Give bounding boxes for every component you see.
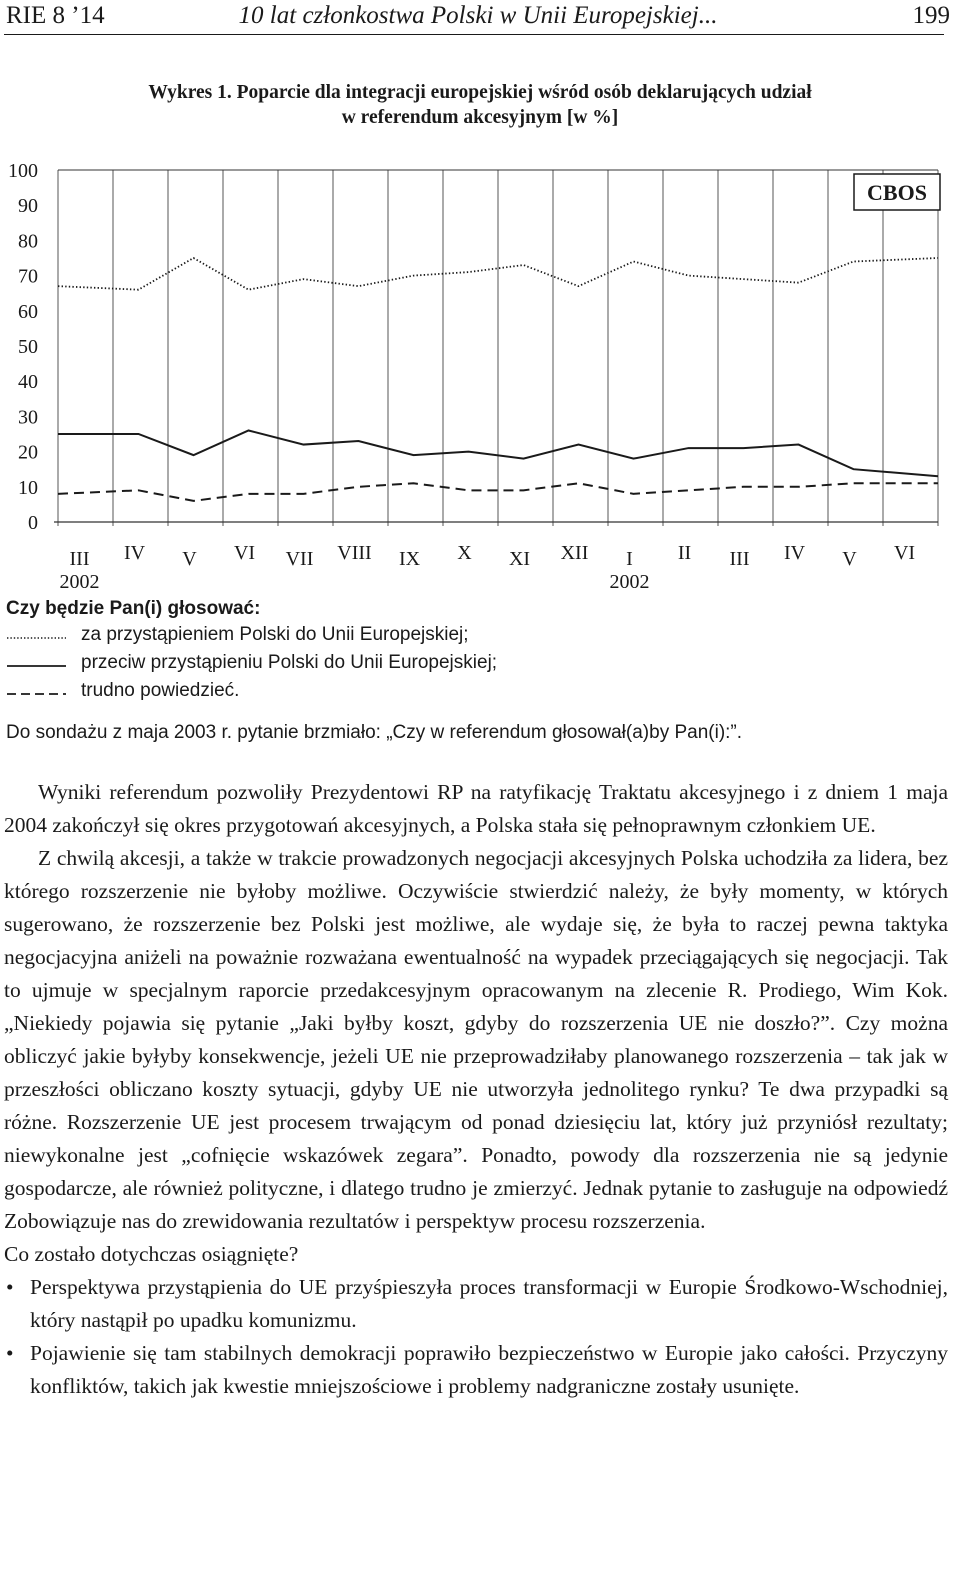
y-tick-label: 100 (8, 160, 38, 182)
y-tick-label: 10 (18, 476, 38, 499)
x-tick-label: VIII (337, 542, 372, 564)
x-tick-label: III (729, 548, 750, 570)
paragraph-1: Wyniki referendum pozwoliły Prezydentowi RP na ratyfikację Traktatu akcesyjnego i z dniem 1 maja 2004 zakończył się okres przygotowań akcesyjnych, a Polska stała się pełnoprawnym członkiem UE. (4, 780, 948, 837)
figure-note: Do sondażu z maja 2003 r. pytanie brzmiało: „Czy w referendum głosował(a)by Pan(i):”. (6, 722, 743, 743)
x-tick-label: V (842, 548, 857, 570)
bullet-item-2: • Pojawienie się tam stabilnych demokracji poprawiło bezpieczeństwo w Europie jako całości. Przyczyny konfliktów, takich jak kwestie mniejszościowe i problemy nadgraniczne zostały usunięte. (4, 1337, 948, 1403)
legend-heading: Czy będzie Pan(i) głosować: (6, 598, 261, 619)
chart-legend (6, 598, 906, 708)
y-tick-label: 40 (18, 371, 38, 394)
x-tick-label: XI (508, 548, 531, 570)
y-tick-label: 0 (28, 512, 38, 534)
x-tick-label: I (626, 548, 633, 570)
legend-dashed-line-icon (6, 684, 68, 704)
x-tick-label: IV (783, 542, 806, 564)
bullet-item-1: • Perspektywa przystąpienia do UE przyśpieszyła proces transformacji w Europie Środkowo-Wschodniej, który nastąpił po upadku komunizmu. (4, 1271, 948, 1337)
legend-label-undecided: trudno powiedzieć. (81, 680, 240, 701)
source-badge: CBOS (867, 180, 927, 205)
x-tick-label: IV (123, 542, 146, 564)
x-tick-label: III (69, 548, 90, 570)
y-tick-label: 80 (18, 230, 38, 253)
header-rule (4, 34, 944, 35)
x-tick-label: VII (285, 548, 314, 570)
y-tick-label: 20 (18, 441, 38, 464)
page-header (6, 0, 950, 34)
legend-dotted-line-icon (6, 628, 68, 648)
x-year-label: 2002 (609, 571, 650, 590)
legend-solid-line-icon (6, 656, 68, 676)
article-body (4, 776, 948, 1403)
x-tick-label: II (677, 542, 692, 564)
x-tick-label: IX (398, 548, 421, 570)
legend-item-against (6, 652, 906, 680)
legend-item-undecided (6, 680, 906, 708)
paragraph-3: Co zostało dotychczas osiągnięte? (4, 1242, 299, 1266)
paragraph-2: Z chwilą akcesji, a także w trakcie prowadzonych negocjacji akcesyjnych Polska uchodziła za lidera, bez którego rozszerzenie nie byłoby możliwe. Oczywiście stwierdzić należy, że były momenty, w których sugerowano, że rozszerzenie bez Polski jest możliwe, ale wydaje się, że była to raczej pewna taktyka negocjacyjna aniżeli na poważnie rozważana ewentualność na wypadek przeciągających się negocjacji. Tak to ujmuje w specjalnym raporcie przedakcesyjnym opracowanym na zlecenie R. Prodiego, Wim Kok. „Niekiedy pojawia się pytanie „Jaki byłby koszt, gdyby do rozszerzenia UE nie doszło?”. Czy można obliczyć jakie byłyby konsekwencje, jeżeli UE nie przeprowadziłaby planowanego rozszerzenia – tak jak w przeszłości obliczano koszty sytuacji, gdyby UE nie utworzyła jednolitego rynku? Te dwa przypadki są różne. Rozszerzenie UE jest procesem trwającym od ponad dziesięciu lat, który już przyniósł rezultaty; niewykonalne jest „cofnięcie wskazówek zegara”. Ponadto, powody dla rozszerzenia nie są jedynie gospodarcze, ale również polityczne, i dlatego trudno je zmierzyć. Jednak pytanie to zasługuje na odpowiedź Zobowiązuje nas do zrewidowania rezultatów i perspektyw procesu rozszerzenia. (4, 846, 948, 1233)
x-tick-label: VI (893, 542, 916, 564)
legend-label-for: za przystąpieniem Polski do Unii Europejskiej; (81, 624, 469, 645)
journal-name: RIE 8 ’14 (6, 2, 105, 29)
figure-title-line-1: Wykres 1. Poparcie dla integracji europejskiej wśród osób deklarujących udział (148, 82, 812, 103)
page-number: 199 (912, 2, 950, 29)
x-year-label: 2002 (59, 571, 100, 590)
y-tick-label: 60 (18, 300, 38, 323)
legend-label-against: przeciw przystąpieniu Polski do Unii Europejskiej; (81, 652, 498, 673)
x-tick-label: XII (560, 542, 589, 564)
x-tick-label: V (182, 548, 197, 570)
y-tick-label: 50 (18, 336, 38, 358)
figure-title (60, 80, 900, 130)
figure-title-line-2: w referendum akcesyjnym [w %] (341, 107, 619, 128)
running-title: 10 lat członkostwa Polski w Unii Europejskiej... (238, 2, 718, 29)
x-tick-label: VI (233, 542, 256, 564)
y-tick-label: 70 (18, 265, 38, 288)
legend-item-for (6, 624, 906, 652)
line-chart (0, 160, 960, 590)
y-tick-label: 90 (18, 195, 38, 218)
x-tick-label: X (457, 542, 472, 564)
bullet-list (4, 1271, 948, 1403)
y-tick-label: 30 (18, 406, 38, 429)
